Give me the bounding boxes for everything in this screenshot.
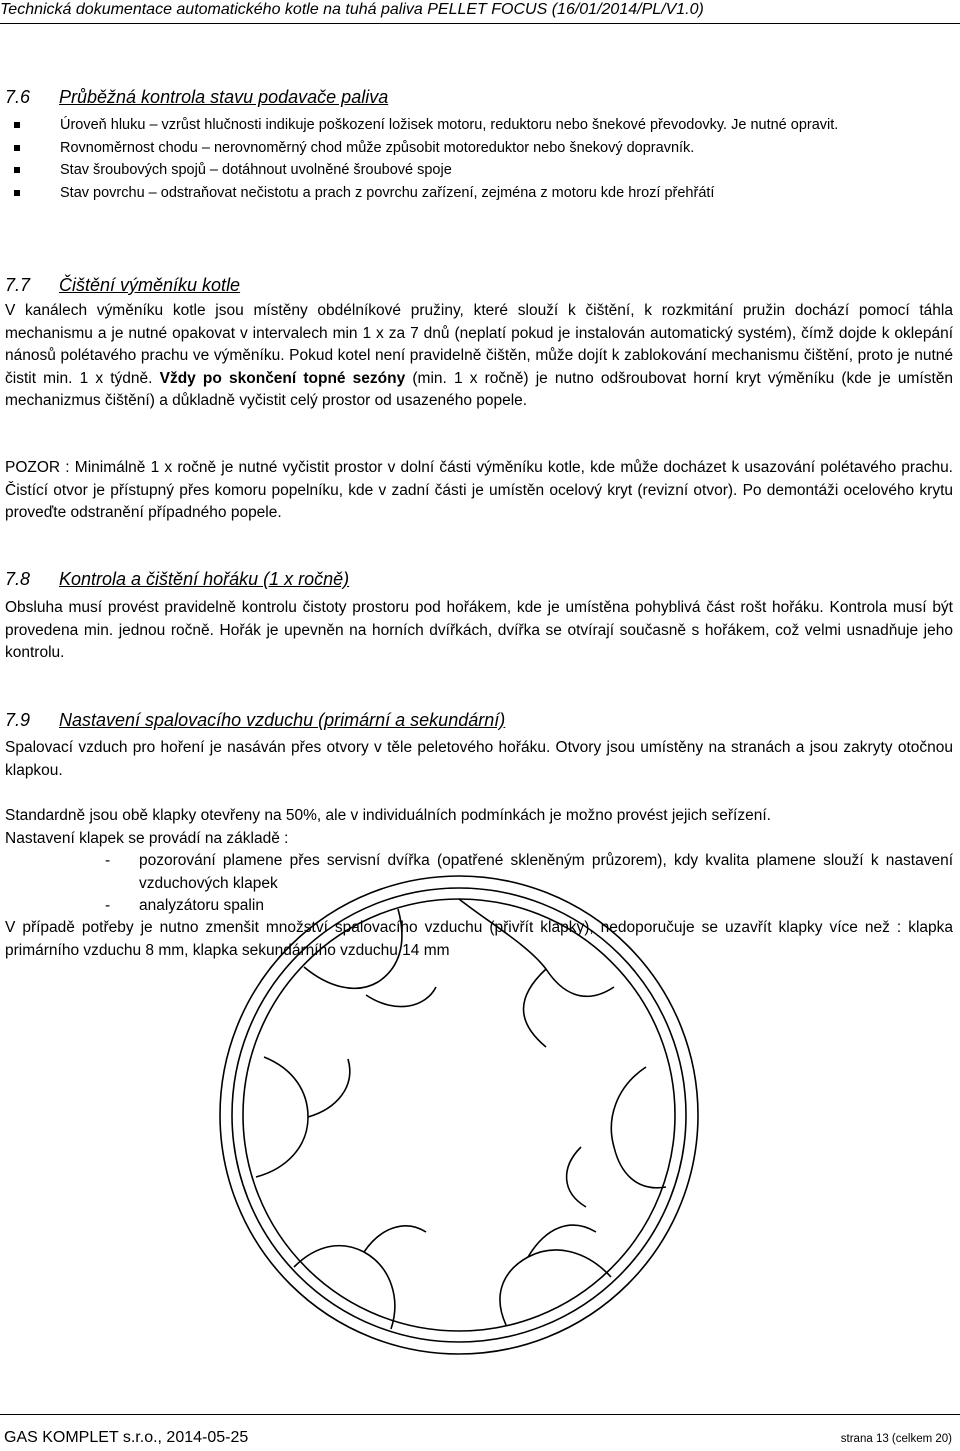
emphasis-text: Vždy po skončení topné sezóny <box>159 369 406 387</box>
bullet-item: Rovnoměrnost chodu – nerovnoměrný chod může způsobit motoreduktor nebo šnekový dopravník. <box>5 137 955 160</box>
dash-marker: - <box>105 852 111 869</box>
section-7-6-bullet-list <box>5 114 955 204</box>
section-7-7-heading <box>5 274 240 296</box>
inner-rim-circle <box>232 888 686 1342</box>
blade-curve <box>524 969 547 1047</box>
bullet-item: Stav povrchu – odstraňovat nečistotu a prach z povrchu zařízení, zejména z motoru kde hrozí přehřátí <box>5 182 955 205</box>
dash-item-text: pozorování plamene přes servisní dvířka (opatřené skleněným průzorem), kdy kvalita plamene slouží k nastavení vzduchových klapek <box>139 852 953 892</box>
paragraph-text: (min. 1 x ročně) je nutno odšroubovat horní kryt výměníku (kde je umístěn mechanizmus čištění) a důkladně vyčistit celý prostor od usazeného popele. <box>5 369 954 410</box>
section-title: Kontrola a čištění hořáku (1 x ročně) <box>59 569 350 589</box>
section-title: Nastavení spalovacího vzduchu (primární a sekundární) <box>59 710 506 730</box>
burner-grate-drawing <box>216 847 702 1382</box>
dash-marker: - <box>105 897 111 915</box>
section-title: Čištění výměníku kotle <box>59 275 241 295</box>
section-number: 7.7 <box>5 275 31 295</box>
section-7-7-paragraph-1 <box>5 300 953 413</box>
blade-curve <box>366 987 436 1007</box>
page-header <box>0 0 960 24</box>
blade-curve <box>364 1226 426 1252</box>
blade-curve <box>611 1067 666 1188</box>
section-7-9-paragraph-1: Spalovací vzduch pro hoření je nasáván přes otvory v těle peletového hořáku. Otvory jsou umístěny na stranách a jsou zakryty otočnou klapkou. <box>5 739 953 779</box>
blade-curve <box>500 1250 611 1325</box>
page-number: strana 13 (celkem 20) <box>840 1433 952 1445</box>
section-number: 7.8 <box>5 569 31 589</box>
blade-curve <box>256 1057 308 1177</box>
document-title: Technická dokumentace automatického kotle na tuhá paliva PELLET FOCUS (16/01/2014/PL/V1.0) <box>0 1 704 18</box>
section-7-6-heading <box>5 86 388 108</box>
section-title: Průběžná kontrola stavu podavače paliva <box>59 87 389 107</box>
section-7-9-heading <box>5 709 505 731</box>
section-number: 7.6 <box>5 87 31 107</box>
company-and-date: GAS KOMPLET s.r.o., 2014-05-25 <box>4 1429 249 1446</box>
page-footer <box>0 1414 960 1451</box>
bullet-item: Stav šroubových spojů – dotáhnout uvolněné šroubové spoje <box>5 159 955 182</box>
outer-rim-circle <box>220 876 698 1354</box>
section-7-8-heading <box>5 568 349 590</box>
section-number: 7.9 <box>5 710 31 730</box>
bullet-item: Úroveň hluku – vzrůst hlučnosti indikuje poškození ložisek motoru, reduktoru nebo šnekové převodovky. Je nutné opravit. <box>5 114 955 137</box>
section-7-9-paragraph-3: Nastavení klapek se provádí na základě : <box>5 830 289 847</box>
section-7-7-paragraph-2: POZOR : Minimálně 1 x ročně je nutné vyčistit prostor v dolní části výměníku kotle, kde může docházet k usazování polétavého prachu. Čistící otvor je přístupný přes komoru popelníku, kde v zadní části je umístěn ocelový kryt (revizní otvor). Po demontáži ocelového krytu proveďte odstranění případného popele. <box>5 459 953 522</box>
section-7-8-paragraph: Obsluha musí provést pravidelně kontrolu čistoty prostoru pod hořákem, kde je umístěna pohyblivá část rošt hořáku. Kontrola musí být provedena min. jednou ročně. Hořák je upevněn na horních dvířkách, dvířka se otvírají současně s hořákem, což velmi usnadňuje jeho kontrolu. <box>5 599 953 662</box>
dash-item-text: analyzátoru spalin <box>139 897 264 915</box>
blade-curve <box>567 1147 586 1207</box>
blade-curve <box>308 1059 350 1117</box>
section-7-9-paragraph-4: V případě potřeby je nutno zmenšit množství spalovacího vzduchu (přivřít klapky), nedoporučuje se uzavřít klapky více než : klapka primárního vzduchu 8 mm, klapka sekundárního vzduchu 14 mm <box>5 919 953 959</box>
section-7-9-paragraph-2: Standardně jsou obě klapky otevřeny na 50%, ale v individuálních podmínkách je možno provést jejich seřízení. <box>5 807 771 824</box>
paragraph-text: V kanálech výměníku kotle jsou místěny obdélníkové pružiny, které slouží k čištění, k rozkmitání pružin dochází pomocí táhla mechanismu a je nutné opakovat v intervalech min 1 x za 7 dnů (neplatí pokud je instalován automatický systém), čímž dojde k oklepání nánosů polétavého prachu ve výměníku. Pokud kotel není pravidelně čištěn, může dojít k zablokování mechanismu čištění, proto je nutné čistit min. 1 x týdně. <box>5 302 953 387</box>
